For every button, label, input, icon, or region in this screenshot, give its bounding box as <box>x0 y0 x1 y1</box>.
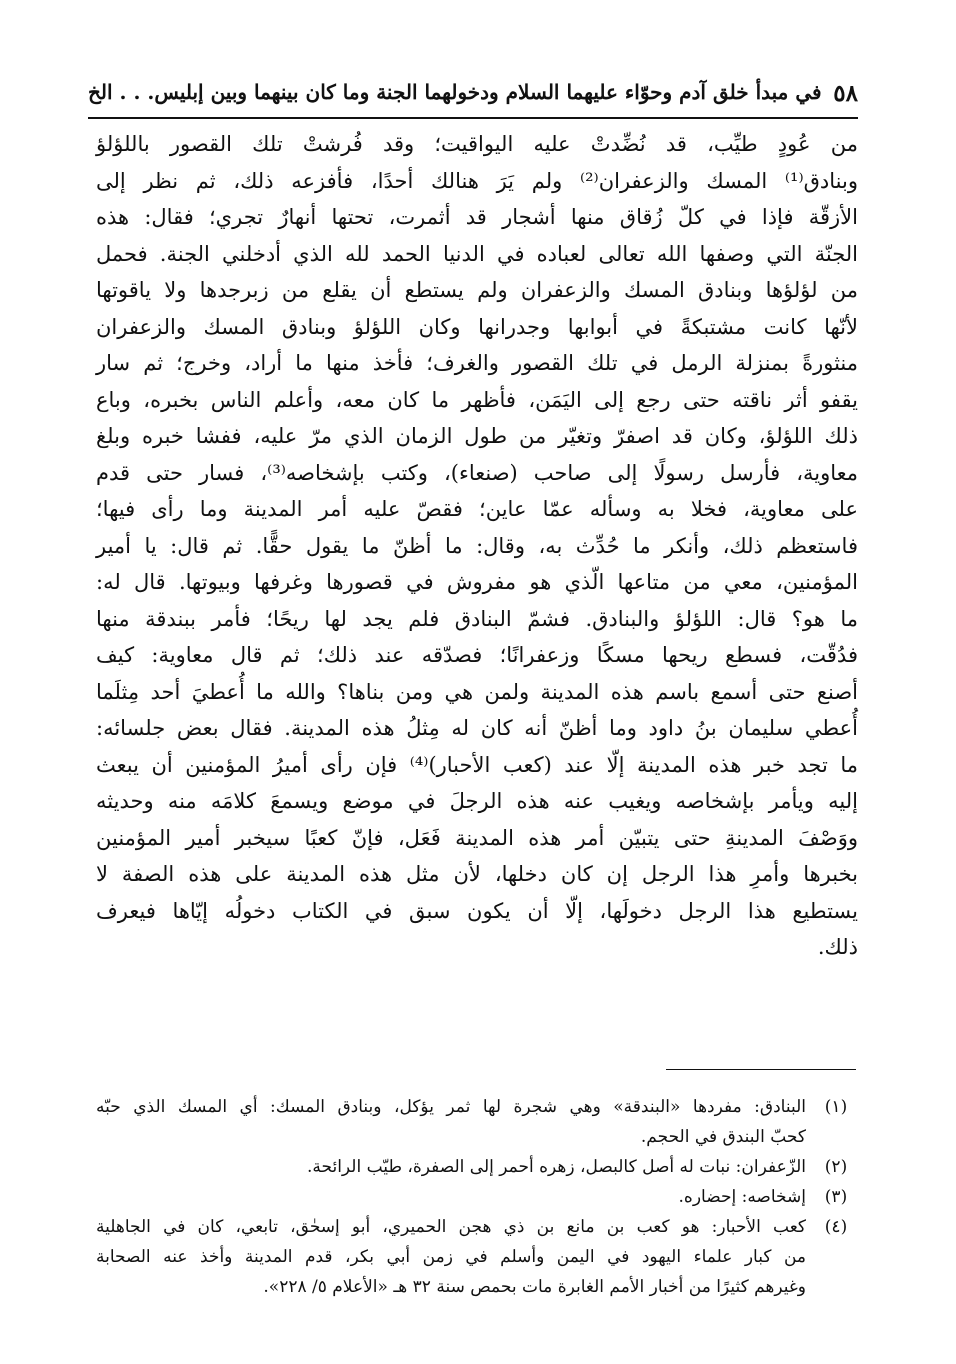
footnote-number: (٢) <box>824 1157 848 1177</box>
text-line: ووَصْفَ المدينةِ حتى يتبيّن أمر هذه المدينة فَعَل، فإنّ كعبًا سيخبر أمير المؤمنين <box>96 825 858 850</box>
text-line: ذلك. <box>817 935 858 959</box>
footnote-4 <box>96 1212 858 1302</box>
text-line: الأزقّة فإذا في كلّ زُقاق منها أشجار قد أثمرت، تحتها أنهارٌ تجري؛ فقال: هذه <box>96 205 858 229</box>
text-line: وبنادق⁽¹⁾ المسك والزعفران⁽²⁾ ولم يَرَ هنالك أحدًا، فأفزعه ذلك، ثم نظر إلى <box>96 168 858 193</box>
text-line: ذلك اللؤلؤ، وكان قد اصفرّ وتغيّر من طول الزمان الذي مرّ عليه، ففشا خبره وبلغ <box>96 424 858 448</box>
footnote-line: كعب الأحبار: هو كعب بن مانع بن ذي هجن الحميري، أبو إسحٰق، تابعي، كان في الجاهلية <box>96 1217 806 1237</box>
header-rule <box>88 117 858 119</box>
text-line: لأنّها كانت مشتبكةً في أبوابها وجدرانها وكان اللؤلؤ وبنادق المسك والزعفران <box>96 314 858 339</box>
text-line: بخبرها وأمرِ هذا الرجل إن كان دخلها، لأن مثل هذه المدينة على هذه الصفة لا <box>96 862 858 886</box>
footnote-number: (٤) <box>824 1217 848 1237</box>
text-line: منثورةً بمنزلة الرمل في تلك القصور والغرف؛ فأخذ منها ما أراد، وخرج؛ ثم سار <box>96 351 858 375</box>
text-line: يقفو أثر ناقته حتى رجع إلى اليَمَن، فأظهر ما كان معه، وأعلم الناس بخبره، وباع <box>96 387 858 412</box>
text-line: ما تجد خبر هذه المدينة إلّا عند (كعب الأحبار)⁽⁴⁾ فإن رأى أميرُ المؤمنين أن يبعث <box>96 752 858 777</box>
text-line: ما هو؟ قال: اللؤلؤ والبنادق. فشمّ البنادق فلم يجد لها ريحًا؛ فأمر ببندقة منها <box>96 606 858 631</box>
text-line: أصنع حتى أسمع باسم هذه المدينة ولمن هي ومن بناها؟ والله ما أُعطيَ أحد مِثلَما <box>96 679 858 704</box>
text-line: أُعطي سليمان بنُ داود وما أظنّ أنه كان له مِثلُ هذه المدينة. فقال بعض جلسائه: <box>96 716 858 740</box>
page-header <box>88 74 858 114</box>
footnote-1 <box>96 1092 858 1152</box>
footnote-line: البنادق: مفردها «البندقة» وهي شجرة لها ثمر يؤكل، وبنادق المسك: أي المسك الذي حبّه <box>96 1097 806 1117</box>
running-title: في مبدأ خلق آدم وحوّاء عليهما السلام ودخولهما الجنة وما كان بينهما وبين إبليس. . . الخ <box>88 80 822 104</box>
footnote-line: إشخاصه: إحضاره. <box>678 1187 806 1207</box>
text-line: إليه ويأمر بإشخاصه ويغيب عنه هذه الرجلَ في موضع ويسمعَ كلامَه منه وحديثه <box>96 789 858 813</box>
page-number: ٥٨ <box>833 80 858 107</box>
text-line: من عُودٍ طيِّب، قد نُضِّدتْ عليه اليواقيت؛ وقد فُرشتْ تلك القصور باللؤلؤ <box>96 132 858 156</box>
text-line: الجنّة التي وصفها الله تعالى لعباده في الدنيا الحمد لله الذي أدخلني الجنة. فحمل <box>96 241 858 266</box>
text-line: المؤمنين، معي من متاعها الّذي هو مفروش في قصورها وغرفها وبيوتها. قال له: <box>96 570 858 594</box>
footnote-line: من كبار علماء اليهود في اليمن وأسلم في زمن أبي بكر، قدم المدينة وأخذ عنه الصحابة <box>96 1247 806 1267</box>
text-line: على معاوية، فخلا به وسأله عمّا عاين؛ فقصّ عليه أمر المدينة وما رأى فيها؛ <box>96 497 858 521</box>
text-line: فدُقّت، فسطع ريحها مسكًا وزعفرانًا؛ فصدّقه عند ذلك؛ ثم قال معاوية: كيف <box>96 643 858 667</box>
footnotes <box>96 1092 858 1302</box>
footnote-3 <box>96 1182 858 1212</box>
text-line: يستطيع هذا الرجل دخولَها، إلّا أن يكون سبق في الكتاب دخولُه إيّاها فيعرف <box>96 898 858 923</box>
footnote-line: الزّعفران: نبات له أصل كالبصل، زهره أحمر إلى الصفرة، طيّب الرائحة. <box>306 1157 806 1177</box>
footnote-line: وغيرهم كثيرًا من أخبار الأمم الغابرة مات بحمص سنة ٣٢ هـ «الأعلام ٥/ ٢٢٨». <box>263 1277 806 1297</box>
main-text <box>96 126 858 966</box>
footnote-number: (٣) <box>824 1187 848 1207</box>
footnote-2 <box>96 1152 858 1182</box>
footnote-separator <box>666 1069 856 1070</box>
text-line: فاستعظم ذلك، وأنكر ما حُدِّث به، وقال: ما أظنّ ما يقول حقًّا. ثم قال: يا أمير <box>96 533 858 558</box>
footnote-number: (١) <box>824 1097 848 1117</box>
text-line: من لؤلؤها وبنادق المسك والزعفران ولم يستطع أن يقلع من زبرجدها ولا ياقوتها <box>96 278 858 302</box>
footnote-line: كحبّ البندق في الحجم. <box>640 1127 806 1147</box>
text-line: معاوية، فأرسل رسولًا إلى صاحب (صنعاء)، وكتب بإشخاصه⁽³⁾، فسار حتى قدم <box>96 460 859 485</box>
